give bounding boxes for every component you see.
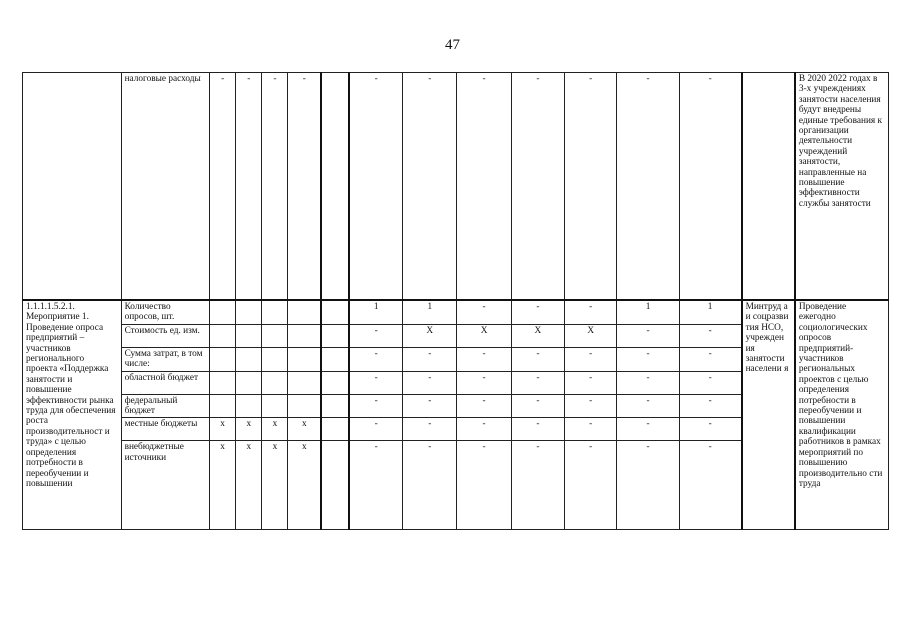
value-cell: - (457, 300, 511, 324)
value-cell (236, 371, 262, 394)
value-cell: 1 (349, 300, 402, 324)
value-cell: - (511, 300, 564, 324)
value-cell: x (210, 418, 236, 441)
value-cell: 1 (403, 300, 457, 324)
value-cell: - (349, 371, 402, 394)
value-cell: - (403, 371, 457, 394)
value-cell: x (236, 418, 262, 441)
value-cell: - (262, 73, 288, 301)
row-label: налоговые расходы (121, 73, 210, 301)
value-cell: - (679, 347, 741, 371)
value-cell (321, 347, 349, 371)
value-cell (321, 418, 349, 441)
value-cell: X (565, 324, 617, 347)
value-cell: - (403, 73, 457, 301)
value-cell: - (511, 394, 564, 418)
value-cell (236, 324, 262, 347)
value-cell (262, 324, 288, 347)
value-cell: x (288, 441, 321, 530)
value-cell: - (679, 73, 741, 301)
row-label: Сумма затрат, в том числе: (121, 347, 210, 371)
value-cell (321, 300, 349, 324)
executor-cell (742, 73, 795, 301)
value-cell: - (288, 73, 321, 301)
value-cell: - (403, 347, 457, 371)
value-cell (321, 371, 349, 394)
value-cell: x (288, 418, 321, 441)
value-cell (210, 347, 236, 371)
value-cell: - (679, 324, 741, 347)
value-cell (288, 300, 321, 324)
row-label: областной бюджет (121, 371, 210, 394)
value-cell (321, 324, 349, 347)
value-cell: - (511, 418, 564, 441)
value-cell: - (457, 394, 511, 418)
value-cell: - (457, 418, 511, 441)
row-label: федеральный бюджет (121, 394, 210, 418)
value-cell (236, 300, 262, 324)
value-cell: - (511, 73, 564, 301)
value-cell (321, 73, 349, 301)
value-cell: - (617, 394, 679, 418)
measure-title: 1.1.1.1.5.2.1. Мероприятие 1. Проведение опроса предприятий – участников регионального проекта «Поддержка занятости и повышение эффективности рынка труда для обеспечения роста производительност и труда» с целью определения потребности в переобучении и повышении (23, 300, 122, 530)
value-cell: x (236, 441, 262, 530)
row-label: местные бюджеты (121, 418, 210, 441)
row-label: Стоимость ед. изм. (121, 324, 210, 347)
value-cell (288, 371, 321, 394)
value-cell: - (617, 418, 679, 441)
row-label: Количество опросов, шт. (121, 300, 210, 324)
value-cell: - (617, 371, 679, 394)
value-cell: - (457, 73, 511, 301)
value-cell: X (457, 324, 511, 347)
value-cell: - (349, 441, 402, 530)
executor-cell: Минтруд а и соцразви тия НСО, учрежден ия занятости населени я (742, 300, 795, 530)
value-cell (210, 371, 236, 394)
value-cell (210, 300, 236, 324)
value-cell: - (349, 324, 402, 347)
value-cell (210, 324, 236, 347)
value-cell: - (349, 418, 402, 441)
value-cell: - (210, 73, 236, 301)
value-cell: - (617, 73, 679, 301)
value-cell: - (565, 347, 617, 371)
value-cell (321, 441, 349, 530)
result-cell: В 2020 2022 годах в 3-х учреждениях занятости населения будут внедрены единые требования к организации деятельности учреждений занятости, направленные на повышение эффективности службы занятости (795, 73, 889, 301)
value-cell: - (679, 418, 741, 441)
value-cell: - (236, 73, 262, 301)
value-cell: - (617, 324, 679, 347)
value-cell: - (457, 441, 511, 530)
value-cell: - (679, 441, 741, 530)
value-cell (210, 394, 236, 418)
value-cell (236, 394, 262, 418)
value-cell: - (511, 347, 564, 371)
value-cell: - (403, 418, 457, 441)
value-cell: - (565, 441, 617, 530)
value-cell: - (565, 371, 617, 394)
value-cell: - (679, 371, 741, 394)
table-row (23, 73, 889, 301)
value-cell: - (349, 347, 402, 371)
value-cell: 1 (617, 300, 679, 324)
value-cell: 1 (679, 300, 741, 324)
value-cell: - (403, 441, 457, 530)
value-cell: - (617, 441, 679, 530)
value-cell: - (565, 300, 617, 324)
result-cell: Проведение ежегодно социологических опросов предприятий-участников региональных проектов с целью определения потребности в переобучении и повышении квалификации работников в рамках мероприятий по повышению производительно сти труда (795, 300, 889, 530)
value-cell (262, 347, 288, 371)
value-cell: - (565, 394, 617, 418)
empty-cell (23, 73, 122, 301)
value-cell: x (210, 441, 236, 530)
value-cell: - (617, 347, 679, 371)
value-cell: - (349, 73, 402, 301)
value-cell: - (511, 441, 564, 530)
value-cell: - (349, 394, 402, 418)
row-label: внебюджетные источники (121, 441, 210, 530)
value-cell: - (457, 347, 511, 371)
value-cell (288, 347, 321, 371)
value-cell: x (262, 441, 288, 530)
value-cell (262, 300, 288, 324)
value-cell (321, 394, 349, 418)
value-cell (262, 371, 288, 394)
value-cell: - (457, 371, 511, 394)
value-cell: X (403, 324, 457, 347)
value-cell: - (403, 394, 457, 418)
value-cell: X (511, 324, 564, 347)
page-number: 47 (445, 37, 460, 53)
value-cell (288, 394, 321, 418)
value-cell: - (565, 418, 617, 441)
value-cell: - (565, 73, 617, 301)
value-cell (262, 394, 288, 418)
table-row (23, 300, 889, 324)
value-cell (288, 324, 321, 347)
value-cell (236, 347, 262, 371)
value-cell: - (679, 394, 741, 418)
value-cell: - (511, 371, 564, 394)
program-measures-table (22, 72, 889, 530)
value-cell: x (262, 418, 288, 441)
